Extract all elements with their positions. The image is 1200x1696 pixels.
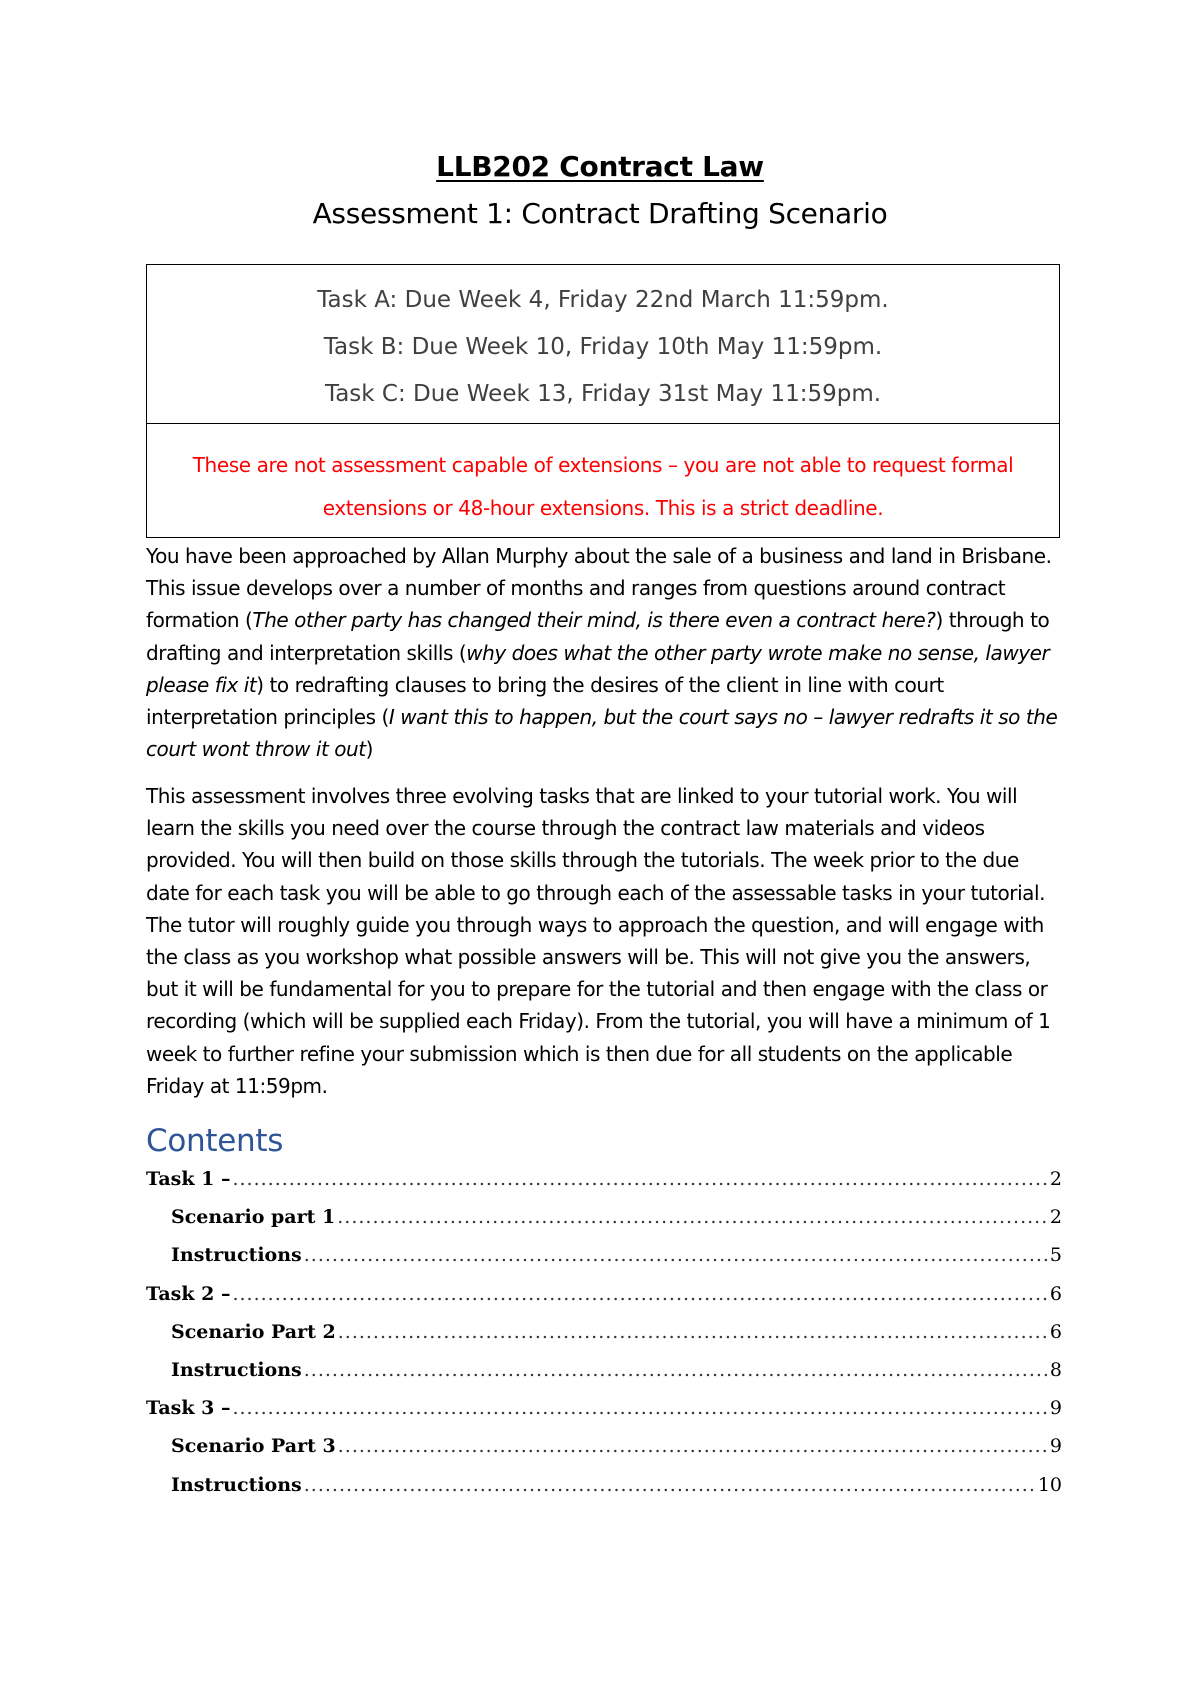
contents-heading: Contents — [146, 1123, 284, 1159]
intro-text: ) — [365, 737, 374, 762]
due-dates-list — [147, 265, 1059, 424]
toc-entry-label: Task 1 – — [146, 1168, 231, 1190]
toc-entry-label: Scenario part 1 — [171, 1206, 336, 1229]
due-date-task-c: Task C: Due Week 13, Friday 31st May 11:59pm. — [324, 381, 882, 407]
toc-leader-dots — [338, 1313, 1048, 1351]
toc-entry[interactable] — [146, 1275, 1062, 1313]
toc-entry[interactable] — [146, 1389, 1062, 1427]
toc-entry-page: 6 — [1049, 1282, 1062, 1305]
toc-leader-dots — [232, 1389, 1047, 1427]
intro-italic-text: The other party has changed their mind, is there even a contract here? — [252, 608, 936, 633]
document-title: LLB202 Contract Law — [436, 150, 764, 183]
extension-warning — [147, 424, 1059, 530]
due-date-task-b: Task B: Due Week 10, Friday 10th May 11:59pm. — [323, 334, 883, 360]
toc-leader-dots — [232, 1275, 1047, 1313]
intro-paragraph-2: This assessment involves three evolving tasks that are linked to your tutorial work. You will learn the skills you need over the course through the contract law materials and videos provided. You will then build on those skills through the tutorials. The week prior to the due date for each task you will be able to go through each of the assessable tasks in your tutorial. The tutor will roughly guide you through ways to approach the question, and will engage with the class as you workshop what possible answers will be. This will not give you the answers, but it will be fundamental for you to prepare for the tutorial and then engage with the class or recording (which will be supplied each Friday). From the tutorial, you will have a minimum of 1 week to further refine your submission which is then due for all students on the applicable Friday at 11:59pm. — [146, 784, 1051, 1098]
toc-entry-page: 5 — [1049, 1244, 1062, 1267]
toc-entry-label: Task 3 – — [146, 1397, 231, 1420]
toc-entry[interactable] — [146, 1466, 1062, 1504]
toc-entry[interactable] — [146, 1236, 1062, 1274]
toc-entry-page: 10 — [1037, 1473, 1062, 1496]
toc-leader-dots — [232, 1160, 1047, 1198]
toc-entry[interactable] — [146, 1313, 1062, 1351]
toc-entry[interactable] — [146, 1198, 1062, 1236]
toc-entry[interactable] — [146, 1160, 1062, 1198]
toc-entry-label: Scenario Part 2 — [171, 1320, 336, 1343]
extension-warning-line-1: These are not assessment capable of extensions – you are not able to request formal — [192, 453, 1014, 477]
toc-entry-page: 9 — [1049, 1435, 1062, 1458]
toc-entry-page: 2 — [1049, 1206, 1062, 1229]
intro-italic-text: why does what the other party wrote make no sense, lawyer please fix it — [146, 640, 1050, 697]
toc-entry-page: 6 — [1049, 1320, 1062, 1343]
intro-text: ) through to drafting and interpretation skills ( — [146, 608, 1050, 665]
toc-leader-dots — [338, 1427, 1048, 1465]
intro-italic-text: I want this to happen, but the court says no – lawyer redrafts it so the court wont throw it out — [146, 705, 1058, 762]
toc-leader-dots — [304, 1466, 1036, 1504]
toc-leader-dots — [304, 1236, 1048, 1274]
toc-entry[interactable] — [146, 1427, 1062, 1465]
due-date-task-a: Task A: Due Week 4, Friday 22nd March 11:59pm. — [317, 287, 889, 313]
toc-entry-page: 2 — [1049, 1168, 1062, 1190]
document-subtitle: Assessment 1: Contract Drafting Scenario — [312, 197, 888, 230]
toc-entry-label: Instructions — [171, 1473, 302, 1496]
intro-paragraph-1 — [146, 540, 1066, 765]
toc-entry-page: 9 — [1049, 1397, 1062, 1420]
toc-entry-label: Instructions — [171, 1358, 302, 1381]
toc-leader-dots — [337, 1198, 1048, 1236]
toc-entry-label: Task 2 – — [146, 1282, 231, 1305]
toc-entry-page: 8 — [1049, 1358, 1062, 1381]
intro-text: You have been approached by Allan Murphy about the sale of a business and land in Brisbane. This issue develops over a number of months and ranges from questions around contract formation ( — [146, 544, 1052, 633]
extension-warning-line-2: extensions or 48-hour extensions. This is a strict deadline. — [322, 496, 884, 520]
table-of-contents — [146, 1160, 1062, 1504]
toc-entry-label: Scenario Part 3 — [171, 1435, 336, 1458]
toc-entry-label: Instructions — [171, 1244, 302, 1267]
intro-text: ) to redrafting clauses to bring the desires of the client in line with court interpretation principles ( — [146, 672, 944, 730]
toc-leader-dots — [304, 1351, 1048, 1389]
toc-entry[interactable] — [146, 1351, 1062, 1389]
due-dates-box — [146, 264, 1060, 538]
